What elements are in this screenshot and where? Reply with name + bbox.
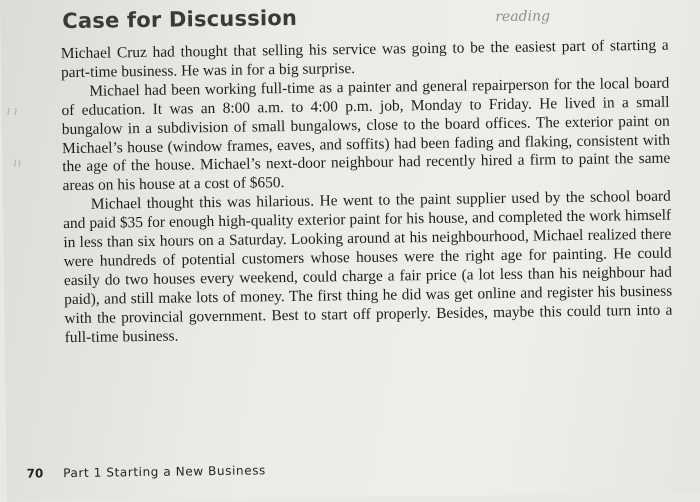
page-number: 70 — [26, 466, 44, 481]
case-body — [61, 37, 673, 348]
margin-scribble: ⌇ ⌇ — [5, 107, 18, 118]
case-title: Case for Discussion — [62, 5, 298, 34]
paragraph-1: Michael Cruz had thought that selling his service was going to be the easiest part of starting a part-time business. He was in for a big surprise. — [60, 36, 669, 82]
page-footer — [27, 463, 266, 480]
part-label: Part 1 Starting a New Business — [63, 463, 266, 481]
paragraph-2: Michael had been working full-time as a painter and general repairperson for the local board of education. It was an 8:00 a.m. to 4:00 p.m. job, Monday to Friday. He lived in a small bungalow in a subdivision of small bungalows, close to the board offices. The exterior paint on Michael’s house (window frames, eaves, and soffits) had been fading and flaking, consistent with the age of the house. Michael’s next-door neighbour had recently hired a firm to paint the same areas on his house at a cost of $650. — [61, 74, 671, 195]
handwritten-annotation: reading — [495, 8, 551, 26]
paragraph-3: Michael thought this was hilarious. He went to the paint supplier used by the school board and paid $35 for enough high-quality exterior paint for his house, and completed the work himself in less than six hours on a Saturday. Looking around at his neighbourhood, Michael realized there were hundreds of potential customers whose houses were the right age for painting. He could easily do two houses every weekend, could charge a fair price (a lot less than his neighbour had paid), and still make lots of money. The first thing he did was get online and register his business with the provincial government. Best to start off properly. Besides, maybe this could turn into a full-time business. — [63, 187, 673, 346]
margin-scribble: ⌇⌇ — [12, 159, 22, 170]
